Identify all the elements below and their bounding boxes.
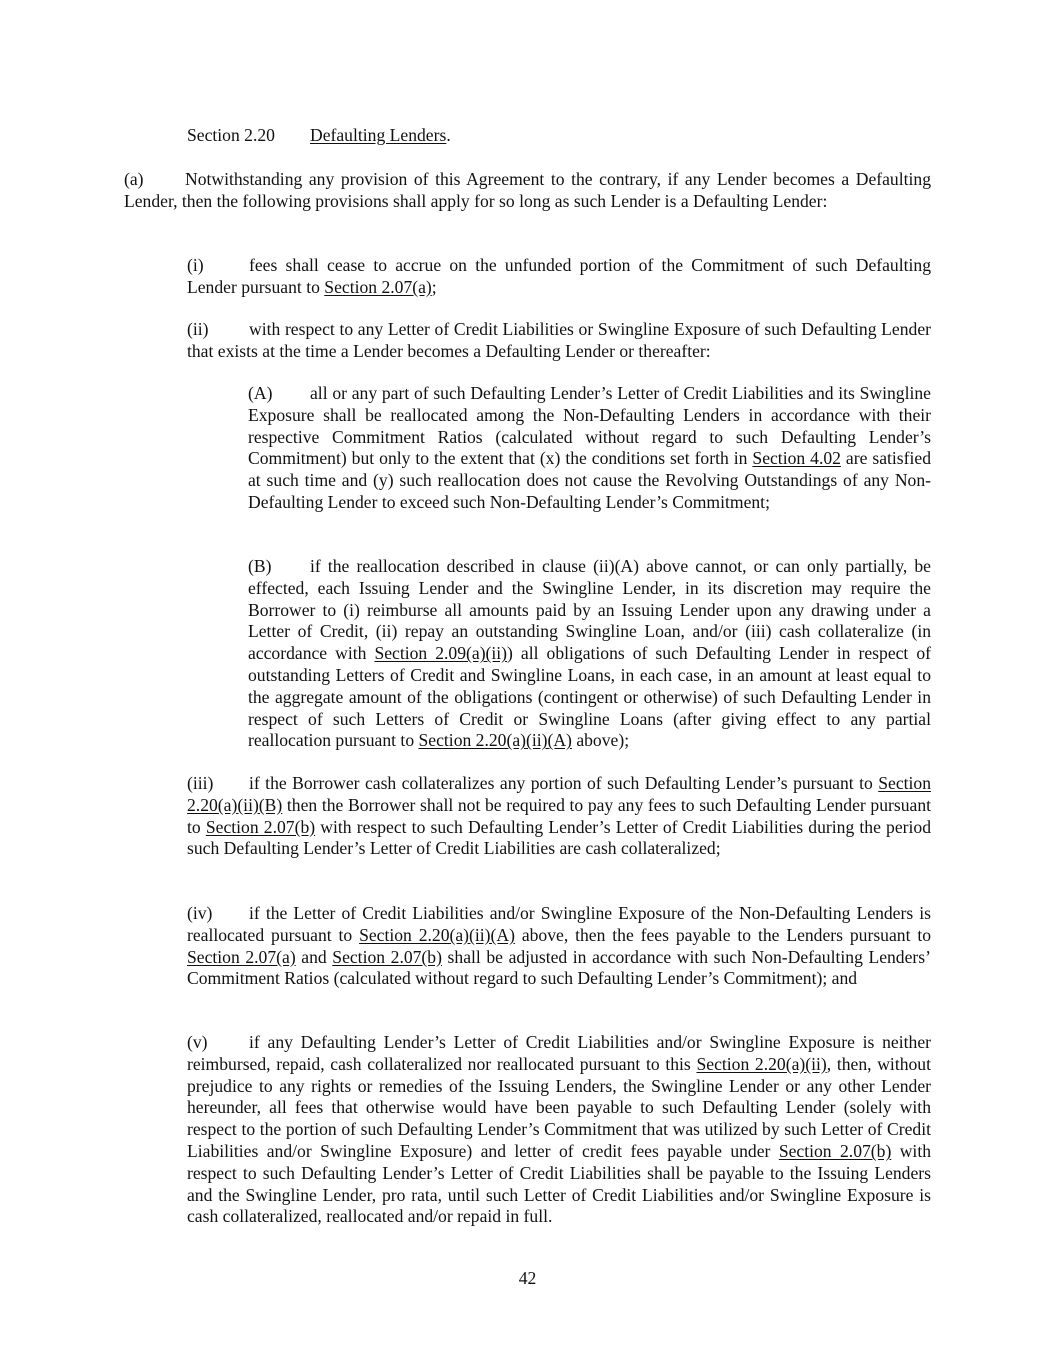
section-heading	[187, 125, 687, 147]
paragraph-iv-text-mid: above, then the fees payable to the Lenders pursuant to	[514, 924, 932, 945]
paragraph-a	[124, 169, 931, 213]
cross-reference-link: Section 2.07(b)	[332, 946, 442, 967]
section-title-period: .	[446, 125, 451, 145]
section-title: Defaulting Lenders	[310, 125, 447, 145]
cross-reference-link: Section 2.20(a)(ii)(A)	[418, 730, 572, 751]
page-number: 42	[518, 1268, 537, 1288]
paragraph-capital-a-label: (A)	[248, 383, 273, 403]
paragraph-a-label: (a)	[124, 169, 144, 189]
paragraph-v-text: if any Defaulting Lender’s Letter of Credit Liabilities and/or Swingline Exposure is neither reimbursed, repaid, cash collateralized nor reallocated pursuant to this	[187, 1032, 931, 1074]
paragraph-i-text: fees shall cease to accrue on the unfunded portion of the Commitment of such Defaulting Lender pursuant to	[187, 255, 931, 297]
paragraph-ii-text: with respect to any Letter of Credit Liabilities or Swingline Exposure of such Defaulting Lender that exists at the time a Lender becomes a Defaulting Lender or thereafter:	[187, 319, 931, 361]
cross-reference-link: Section 2.20(a)(ii)(B)	[187, 773, 931, 815]
paragraph-ii-label: (ii)	[187, 319, 209, 339]
cross-reference-link: Section 2.09(a)(ii)	[374, 643, 508, 664]
cross-reference-link: Section 2.07(a)	[324, 276, 432, 297]
paragraph-capital-a-text: all or any part of such Defaulting Lender’s Letter of Credit Liabilities and its Swingline Exposure shall be reallocated among the Non-Defaulting Lenders in accordance with their respective Commitment Ratios (calculated without regard to such Defaulting Lender’s Commitment) but only to the extent that (x) the conditions set forth in	[248, 383, 931, 469]
paragraph-iii-label: (iii)	[187, 773, 214, 793]
paragraph-iii-text-end: with respect to such Defaulting Lender’s Letter of Credit Liabilities during the period such Defaulting Lender’s Letter of Credit Liabilities are cash collateralized;	[187, 816, 932, 859]
paragraph-v-label: (v)	[187, 1032, 208, 1052]
paragraph-capital-a-text-end: are satisfied at such time and (y) such reallocation does not cause the Revolving Outstandings of any Non-Defaulting Lender to exceed such Non-Defaulting Lender’s Commitment;	[248, 448, 932, 512]
section-number: Section 2.20	[187, 125, 275, 145]
paragraph-a-text: Notwithstanding any provision of this Agreement to the contrary, if any Lender becomes a Defaulting Lender, then the following provisions shall apply for so long as such Lender is a Defaulting Lender:	[124, 169, 931, 211]
paragraph-capital-b-text-end: above);	[571, 730, 630, 751]
cross-reference-link: Section 2.07(a)	[187, 946, 296, 967]
paragraph-iv	[187, 903, 931, 990]
paragraph-capital-b-text: if the reallocation described in clause (ii)(A) above cannot, or can only partially, be effected, each Issuing Lender and the Swingline Lender, in its discretion may require the Borrower to (i) reimburse all amounts paid by an Issuing Lender upon any drawing under a Letter of Credit, (ii) repay an outstanding Swingline Loan, and/or (iii) cash collateralize (in accordance with	[248, 556, 931, 664]
paragraph-v-text-end: with respect to such Defaulting Lender’s Letter of Credit Liabilities shall be payable to the Issuing Lenders and the Swingline Lender, pro rata, until such Letter of Credit Liabilities and/or Swingline Exposure is cash collateralized, reallocated and/or repaid in full.	[187, 1140, 932, 1227]
cross-reference-link: Section 2.20(a)(ii)(A)	[359, 924, 515, 945]
cross-reference-link: Section 2.07(b)	[778, 1140, 892, 1161]
paragraph-capital-b-label: (B)	[248, 556, 272, 576]
paragraph-v	[187, 1032, 931, 1228]
paragraph-i-label: (i)	[187, 255, 204, 275]
paragraph-i	[187, 255, 931, 299]
paragraph-iii	[187, 773, 931, 860]
paragraph-iv-text-and: and	[295, 946, 333, 967]
paragraph-v-text-mid: , then, without prejudice to any rights or remedies of the Issuing Lenders, the Swingline Lender or any other Lender hereunder, all fees that otherwise would have been payable to such Defaulting Lender (solely with respect to the portion of such Defaulting Lender’s Commitment that was utilized by such Letter of Credit Liabilities and/or Swingline Exposure) and letter of credit fees payable under	[187, 1053, 931, 1161]
paragraph-i-text-end: ;	[431, 276, 437, 297]
paragraph-iii-text-mid: then the Borrower shall not be required to pay any fees to such Defaulting Lender pursuant to	[187, 794, 931, 837]
paragraph-capital-a	[248, 383, 931, 514]
paragraph-capital-b-text-mid: ) all obligations of such Defaulting Lender in respect of outstanding Letters of Credit and Swingline Loans, in each case, in an amount at least equal to the aggregate amount of the obligations (contingent or otherwise) of such Defaulting Lender in respect of such Letters of Credit or Swingline Loans (after giving effect to any partial reallocation pursuant to	[248, 643, 932, 751]
paragraph-iii-text: if the Borrower cash collateralizes any portion of such Defaulting Lender’s pursuant to	[249, 773, 879, 793]
paragraph-iv-label: (iv)	[187, 903, 213, 923]
paragraph-capital-b	[248, 556, 931, 752]
cross-reference-link: Section 4.02	[752, 448, 841, 469]
paragraph-ii	[187, 319, 931, 363]
paragraph-iv-text-end: shall be adjusted in accordance with such Non-Defaulting Lenders’ Commitment Ratios (calculated without regard to such Defaulting Lender’s Commitment); and	[187, 946, 931, 989]
cross-reference-link: Section 2.20(a)(ii)	[696, 1053, 827, 1074]
paragraph-iv-text: if the Letter of Credit Liabilities and/or Swingline Exposure of the Non-Defaulting Lenders is reallocated pursuant to	[187, 903, 931, 945]
cross-reference-link: Section 2.07(b)	[205, 816, 316, 837]
